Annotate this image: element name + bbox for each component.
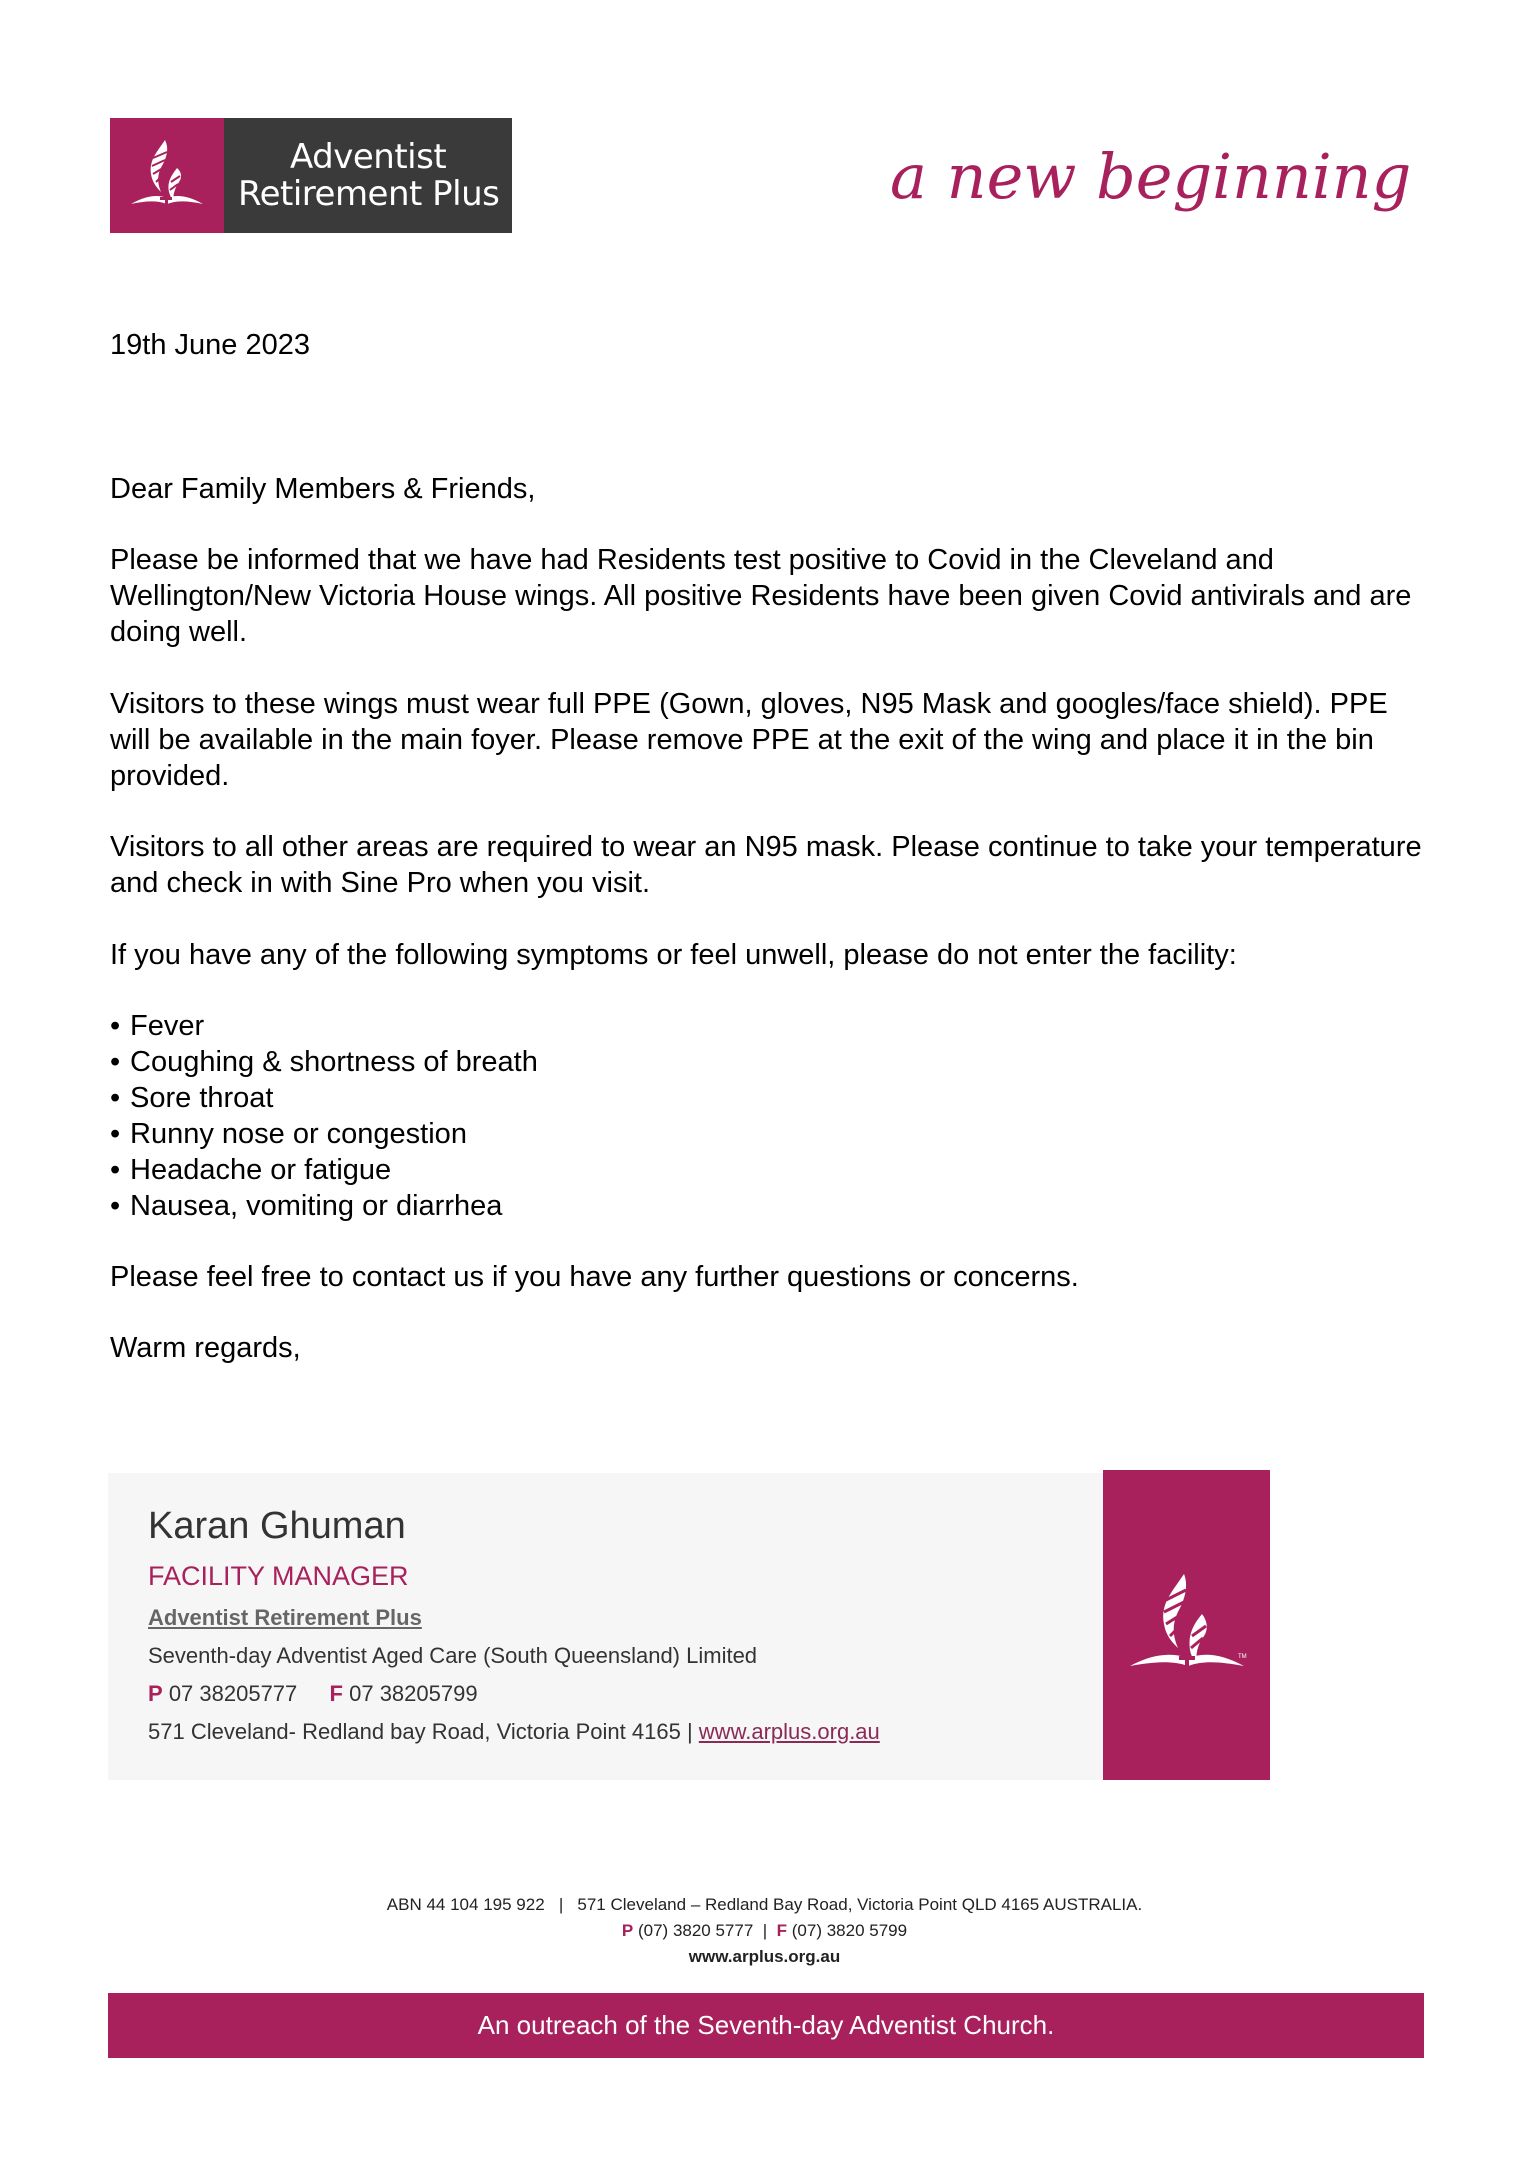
paragraph-contact: Please feel free to contact us if you have any further questions or concerns. <box>110 1261 1079 1293</box>
fax-label: F <box>329 1681 343 1706</box>
signatory-contact-numbers <box>148 1681 478 1707</box>
bullet-icon: • <box>110 1118 121 1150</box>
paragraph-masks: Visitors to all other areas are required to wear an N95 mask. Please continue to take your temperature and check in with Sine Pro when you visit. <box>110 831 1422 899</box>
brand-logo <box>110 118 512 233</box>
footer-fax: (07) 3820 5799 <box>791 1921 908 1940</box>
footer-fax-label: F <box>776 1921 788 1940</box>
bullet-icon: • <box>110 1010 121 1042</box>
signatory-organization-link[interactable]: Adventist Retirement Plus <box>148 1605 422 1630</box>
phone-label: P <box>148 1681 163 1706</box>
list-item: • Sore throat <box>110 1082 274 1114</box>
salutation: Dear Family Members & Friends, <box>110 473 536 505</box>
footer-website-link[interactable]: www.arplus.org.au <box>688 1947 841 1966</box>
list-item: • Nausea, vomiting or diarrhea <box>110 1190 503 1222</box>
adventist-flame-book-icon <box>127 138 207 213</box>
bullet-icon: • <box>110 1082 121 1114</box>
address-text: 571 Cleveland- Redland bay Road, Victoria Point 4165 | <box>148 1719 693 1744</box>
logo-line-2: Retirement Plus <box>238 173 500 214</box>
signatory-name: Karan Ghuman <box>148 1505 406 1547</box>
logo-text <box>224 118 512 233</box>
signatory-legal-entity: Seventh-day Adventist Aged Care (South Queensland) Limited <box>148 1643 758 1668</box>
footer-banner-text: An outreach of the Seventh-day Adventist Church. <box>477 2010 1055 2040</box>
bullet-icon: • <box>110 1190 121 1222</box>
paragraph-ppe: Visitors to these wings must wear full PPE (Gown, gloves, N95 Mask and googles/face shield). PPE will be available in the main foyer. Please remove PPE at the exit of the wing and place it in the bin provided. <box>110 688 1388 792</box>
list-item: • Fever <box>110 1010 205 1042</box>
tagline-text: a new beginning <box>890 140 1412 213</box>
footer-separator: | <box>762 1921 768 1940</box>
symptoms-list <box>110 1008 538 1224</box>
footer-phone-label: P <box>621 1921 634 1940</box>
footer-phone: (07) 3820 5777 <box>637 1921 754 1940</box>
list-item: • Headache or fatigue <box>110 1154 392 1186</box>
website-link[interactable]: www.arplus.org.au <box>698 1719 880 1744</box>
fax-number: 07 38205799 <box>349 1681 478 1706</box>
footer-banner <box>108 1993 1424 2058</box>
logo-mark <box>110 118 224 233</box>
adventist-flame-book-icon <box>1122 1570 1252 1680</box>
list-item: • Runny nose or congestion <box>110 1118 467 1150</box>
paragraph-symptoms-intro: If you have any of the following symptoms or feel unwell, please do not enter the facility: <box>110 939 1237 971</box>
signatory-title: FACILITY MANAGER <box>148 1561 409 1591</box>
closing: Warm regards, <box>110 1332 301 1364</box>
list-item: • Coughing & shortness of breath <box>110 1046 538 1078</box>
bullet-icon: • <box>110 1046 121 1078</box>
bullet-icon: • <box>110 1154 121 1186</box>
phone-number: 07 38205777 <box>168 1681 298 1706</box>
footer-contact <box>0 1921 1529 1941</box>
signature-logo-panel <box>1103 1470 1270 1780</box>
paragraph-covid-notice: Please be informed that we have had Residents test positive to Covid in the Cleveland and Wellington/New Victoria House wings. All positive Residents have been given Covid antivirals and are doing well. <box>110 544 1412 648</box>
tagline-script <box>880 118 1420 238</box>
trademark-mark: TM <box>1237 1654 1247 1660</box>
letter-date: 19th June 2023 <box>110 329 310 361</box>
footer-abn-address: ABN 44 104 195 922 | 571 Cleveland – Redland Bay Road, Victoria Point QLD 4165 AUSTRALIA. <box>386 1895 1143 1914</box>
logo-line-1: Adventist <box>290 136 447 177</box>
signatory-address <box>148 1719 880 1745</box>
